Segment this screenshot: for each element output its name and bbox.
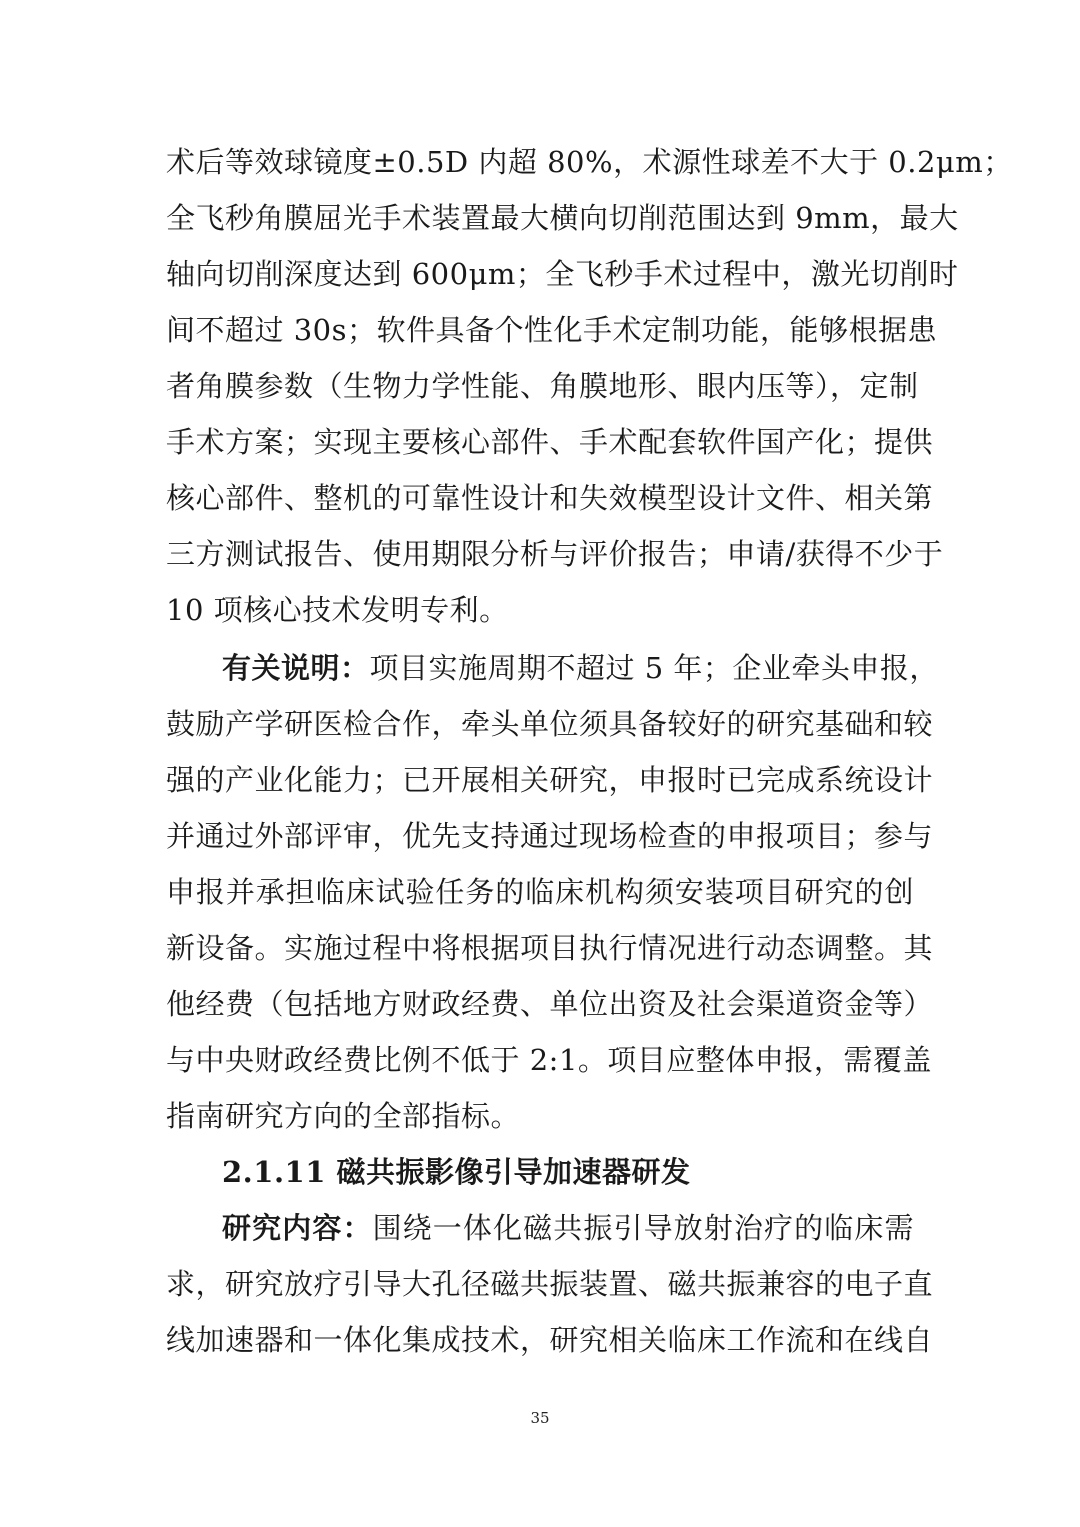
text-line-first	[222, 648, 939, 688]
text-line: 新设备。实施过程中将根据项目执行情况进行动态调整。其	[166, 931, 934, 965]
page-number: 35	[530, 1409, 550, 1427]
text-line: 求，研究放疗引导大孔径磁共振装置、磁共振兼容的电子直	[166, 1267, 934, 1301]
text-line: 与中央财政经费比例不低于 2:1。项目应整体申报，需覆盖	[166, 1043, 932, 1077]
text-line: 并通过外部评审，优先支持通过现场检查的申报项目；参与	[166, 819, 934, 853]
text-line: 申报并承担临床试验任务的临床机构须安装项目研究的创	[166, 875, 914, 909]
research-label: 研究内容：	[222, 1211, 373, 1245]
text-line: 指南研究方向的全部指标。	[166, 1099, 521, 1133]
text-line: 线加速器和一体化集成技术，研究相关临床工作流和在线自	[166, 1323, 934, 1357]
text-line: 他经费（包括地方财政经费、单位出资及社会渠道资金等）	[166, 987, 934, 1021]
text-line: 10 项核心技术发明专利。	[166, 593, 509, 627]
text-line: 强的产业化能力；已开展相关研究，申报时已完成系统设计	[166, 763, 934, 797]
text-line-first	[222, 1208, 914, 1248]
text-line: 轴向切削深度达到 600μm；全飞秒手术过程中，激光切削时	[166, 257, 959, 291]
research-first-line-text: 围绕一体化磁共振引导放射治疗的临床需	[372, 1211, 914, 1245]
text-line: 鼓励产学研医检合作，牵头单位须具备较好的研究基础和较	[166, 707, 934, 741]
text-line: 间不超过 30s；软件具备个性化手术定制功能，能够根据患	[166, 313, 938, 347]
section-heading: 2.1.11 磁共振影像引导加速器研发	[222, 1155, 691, 1189]
text-line: 全飞秒角膜屈光手术装置最大横向切削范围达到 9mm，最大	[166, 201, 959, 235]
text-line: 者角膜参数（生物力学性能、角膜地形、眼内压等），定制	[166, 369, 919, 403]
text-line: 核心部件、整机的可靠性设计和失效模型设计文件、相关第	[166, 481, 934, 515]
notes-first-line-text: 项目实施周期不超过 5 年；企业牵头申报，	[369, 651, 939, 685]
notes-label: 有关说明：	[222, 651, 370, 685]
text-line: 三方测试报告、使用期限分析与评价报告；申请/获得不少于	[166, 537, 944, 571]
text-line: 术后等效球镜度±0.5D 内超 80%，术源性球差不大于 0.2μm；	[166, 145, 1013, 179]
text-line: 手术方案；实现主要核心部件、手术配套软件国产化；提供	[166, 425, 934, 459]
